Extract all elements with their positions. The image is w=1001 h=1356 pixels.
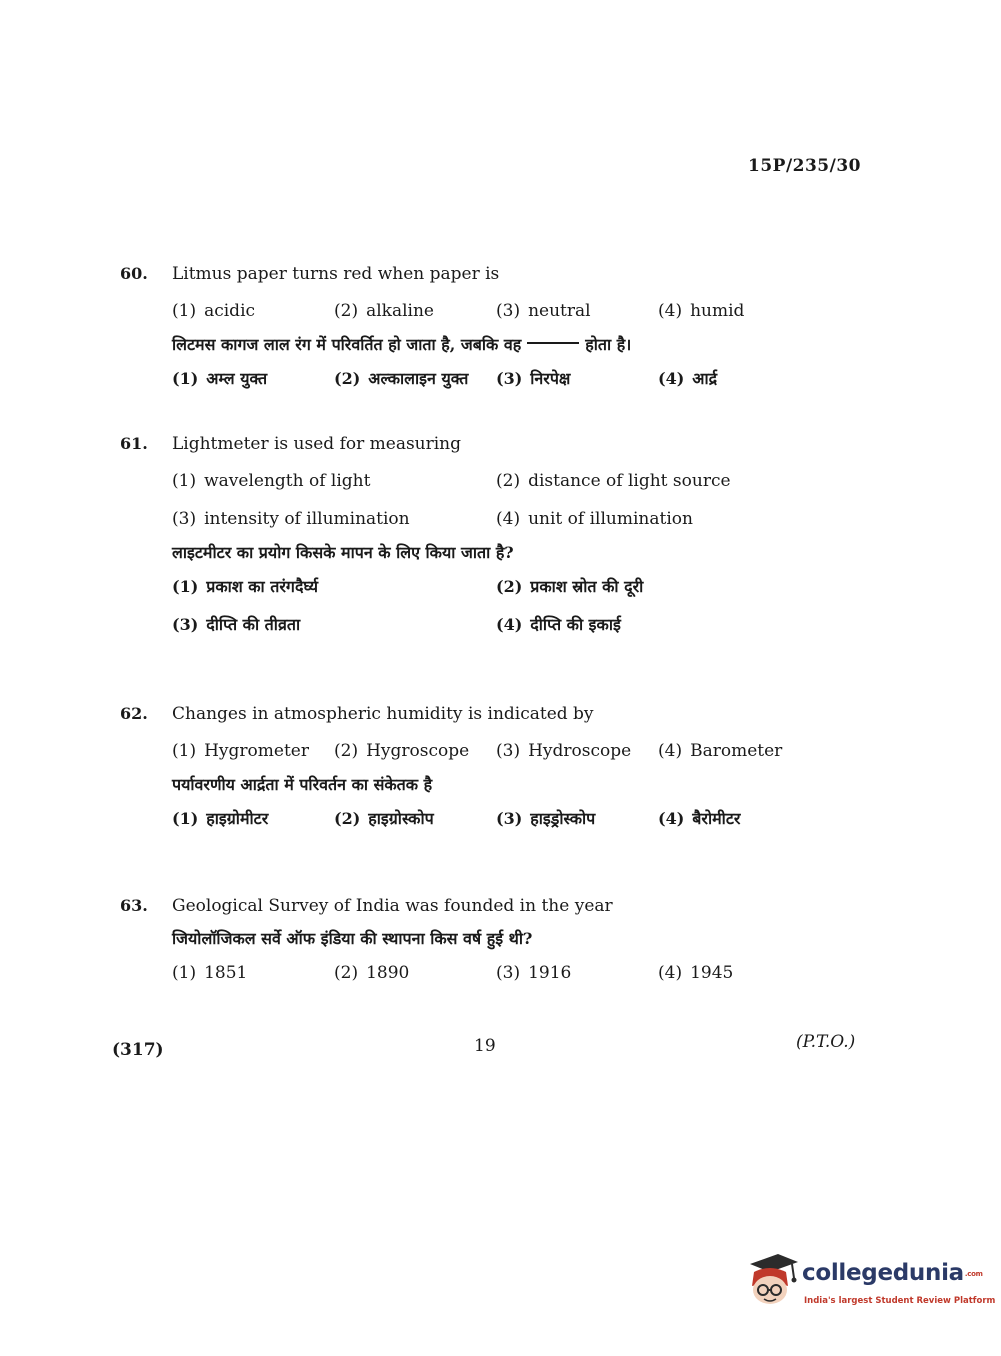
option: (3) intensity of illumination xyxy=(172,509,410,529)
option: (1) प्रकाश का तरंगदैर्घ्य xyxy=(172,577,319,596)
option: (3) neutral xyxy=(496,301,591,321)
option: (2) 1890 xyxy=(334,963,410,983)
option: (3) Hydroscope xyxy=(496,741,632,761)
collegedunia-logo xyxy=(744,1250,996,1322)
question-61 xyxy=(120,434,820,644)
option: (4) दीप्ति की इकाई xyxy=(496,615,621,634)
question-number: 61. xyxy=(120,434,148,453)
options-hi xyxy=(120,800,820,838)
question-text-en: Geological Survey of India was founded in the year xyxy=(172,896,613,916)
option: (1) अम्ल युक्त xyxy=(172,369,268,388)
option: (1) 1851 xyxy=(172,963,248,983)
please-turn-over: (P.T.O.) xyxy=(796,1032,856,1052)
options-hi-row-2 xyxy=(120,606,820,644)
option: (3) दीप्ति की तीव्रता xyxy=(172,615,301,634)
options-en-row-2 xyxy=(120,500,820,538)
question-text-en: Lightmeter is used for measuring xyxy=(172,434,462,454)
options-hi-row-1 xyxy=(120,568,820,606)
logo-name: collegedunia xyxy=(802,1260,964,1286)
option: (1) Hygrometer xyxy=(172,741,309,761)
question-text-hi: लिटमस कागज लाल रंग में परिवर्तित हो जाता है, जबकि वह होता है। xyxy=(172,335,632,354)
question-60 xyxy=(120,264,820,398)
option: (2) Hygroscope xyxy=(334,741,470,761)
question-number: 62. xyxy=(120,704,148,723)
options-en xyxy=(120,732,820,770)
option: (2) हाइग्रोस्कोप xyxy=(334,809,434,828)
option: (4) 1945 xyxy=(658,963,734,983)
option: (4) Barometer xyxy=(658,741,783,761)
option: (4) बैरोमीटर xyxy=(658,809,741,828)
question-number: 60. xyxy=(120,264,148,283)
option: (2) alkaline xyxy=(334,301,434,321)
option: (2) प्रकाश स्रोत की दूरी xyxy=(496,577,644,596)
options-en xyxy=(120,292,820,330)
question-number: 63. xyxy=(120,896,148,915)
option: (1) acidic xyxy=(172,301,256,321)
option: (1) wavelength of light xyxy=(172,471,371,491)
logo-suffix: .com xyxy=(964,1269,983,1278)
options xyxy=(120,954,820,992)
question-text-en: Changes in atmospheric humidity is indicated by xyxy=(172,704,594,724)
option: (1) हाइग्रोमीटर xyxy=(172,809,269,828)
options-en-row-1 xyxy=(120,462,820,500)
graduate-mascot-icon xyxy=(744,1250,798,1314)
question-text-hi: जियोलॉजिकल सर्वे ऑफ इंडिया की स्थापना किस वर्ष हुई थी? xyxy=(172,929,533,948)
option: (4) आर्द्र xyxy=(658,369,718,388)
question-text-en: Litmus paper turns red when paper is xyxy=(172,264,500,284)
option: (2) अल्कालाइन युक्त xyxy=(334,369,469,388)
question-text-hi: लाइटमीटर का प्रयोग किसके मापन के लिए किया जाता है? xyxy=(172,543,514,562)
question-text-hi: पर्यावरणीय आर्द्रता में परिवर्तन का संकेतक है xyxy=(172,775,433,794)
option: (2) distance of light source xyxy=(496,471,731,491)
question-63 xyxy=(120,896,820,992)
answer-blank xyxy=(527,342,579,344)
logo-tagline: India's largest Student Review Platform xyxy=(804,1296,996,1306)
question-62 xyxy=(120,704,820,838)
page-number: 19 xyxy=(474,1036,496,1056)
option: (3) हाइड्रोस्कोप xyxy=(496,809,596,828)
booklet-code: (317) xyxy=(112,1040,164,1060)
option: (3) 1916 xyxy=(496,963,572,983)
option: (3) निरपेक्ष xyxy=(496,369,571,388)
option: (4) unit of illumination xyxy=(496,509,693,529)
option: (4) humid xyxy=(658,301,745,321)
paper-code: 15P/235/30 xyxy=(748,156,862,176)
options-hi xyxy=(120,360,820,398)
